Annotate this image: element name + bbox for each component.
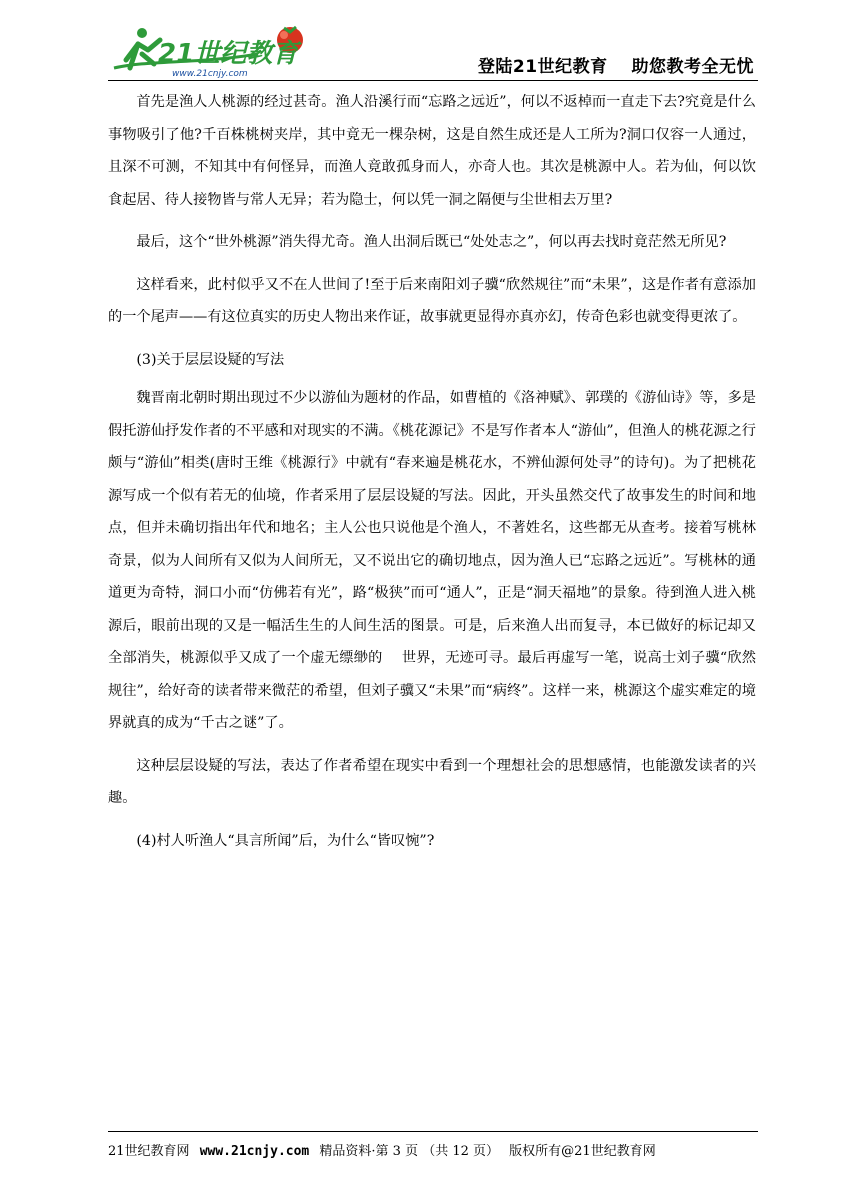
paragraph-vanishing: 最后，这个“世外桃源”消失得尤奇。渔人出洞后既已“处处志之”，何以再去找时竟茫然无所见? xyxy=(136,234,727,250)
footer-copyright: 版权所有@21世纪教育网 xyxy=(509,1144,656,1159)
header-slogan: 登陆21世纪教育 助您教考全无忧 xyxy=(477,57,754,77)
site-logo xyxy=(108,20,318,82)
section-heading-3: (3)关于层层设疑的写法 xyxy=(136,351,285,368)
logo-text: 21世纪教育 xyxy=(158,39,299,69)
paragraph-layered-doubt: 魏晋南北朝时期出现过不少以游仙为题材的作品，如曹植的《洛神赋》、郭璞的《游仙诗》等，多是假托游仙抒发作者的不平感和对现实的不满。《桃花源记》不是写作者本人“游仙”，但渔人的桃花源之行颇与“游仙”相类(唐时王维《桃源行》中就有“春来遍是桃花水，不辨仙源何处寻”的诗句)。为了把桃花源写成一个似有若无的仙境，作者采用了层层设疑的写法。因此，开头虽然交代了故事发生的时间和地点，但并未确切指出年代和地名；主人公也只说他是个渔人，不著姓名，这些都无从查考。接着写桃林奇景，似为人间所有又似为人间所无，又不说出它的确切地点，因为渔人已“忘路之远近”。写桃林的通道更为奇特，洞口小而“仿佛若有光”，路“极狭”而可“通人”，正是“洞天福地”的景象。待到渔人进入桃源后，眼前出现的又是一幅活生生的人间生活的图景。可是，后来渔人出而复寻，本已做好的标记却又全部消失，桃源似乎又成了一个虚无缥缈的 世界，无迹可寻。最后再虚写一笔，说高士刘子骥“欣然规往”，给好奇的读者带来微茫的希望，但刘子骥又“未果”而“病终”。这样一来，桃源这个虚实难定的境界就真的成为“千古之谜”了。 xyxy=(108,390,756,731)
paragraph-strange-entry: 首先是渔人人桃源的经过甚奇。渔人沿溪行而“忘路之远近”，何以不返棹而一直走下去?究竟是什么事物吸引了他?千百株桃树夹岸，其中竟无一棵杂树，这是自然生成还是人工所为?洞口仅容一人通过，且深不可测，不知其中有何怪异，而渔人竟敢孤身而人，亦奇人也。其次是桃源中人。若为仙，何以饮食起居、待人接物皆与常人无异；若为隐士，何以凭一洞之隔便与尘世相去万里? xyxy=(108,94,756,208)
document-body xyxy=(108,86,756,867)
footer-site: 21世纪教育网 xyxy=(108,1144,190,1159)
paragraph-effect: 这种层层设疑的写法，表达了作者希望在现实中看到一个理想社会的思想感情，也能激发读者的兴趣。 xyxy=(108,757,756,806)
page-footer xyxy=(108,1140,758,1159)
page-header xyxy=(108,20,758,82)
footer-page-info: 精品资料·第 3 页 （共 12 页） xyxy=(319,1144,500,1159)
header-divider xyxy=(108,80,758,81)
logo-url: www.21cnjy.com xyxy=(172,69,248,79)
section-heading-4: (4)村人听渔人“具言所闻”后，为什么“皆叹惋”? xyxy=(136,832,435,849)
footer-url[interactable]: www.21cnjy.com xyxy=(199,1144,310,1159)
paragraph-conclusion: 这样看来，此村似乎又不在人世间了!至于后来南阳刘子骥“欣然规往”而“未果”，这是作者有意添加的一个尾声——有这位真实的历史人物出来作证，故事就更显得亦真亦幻，传奇色彩也就变得更浓了。 xyxy=(108,276,756,325)
footer-divider xyxy=(108,1131,758,1132)
